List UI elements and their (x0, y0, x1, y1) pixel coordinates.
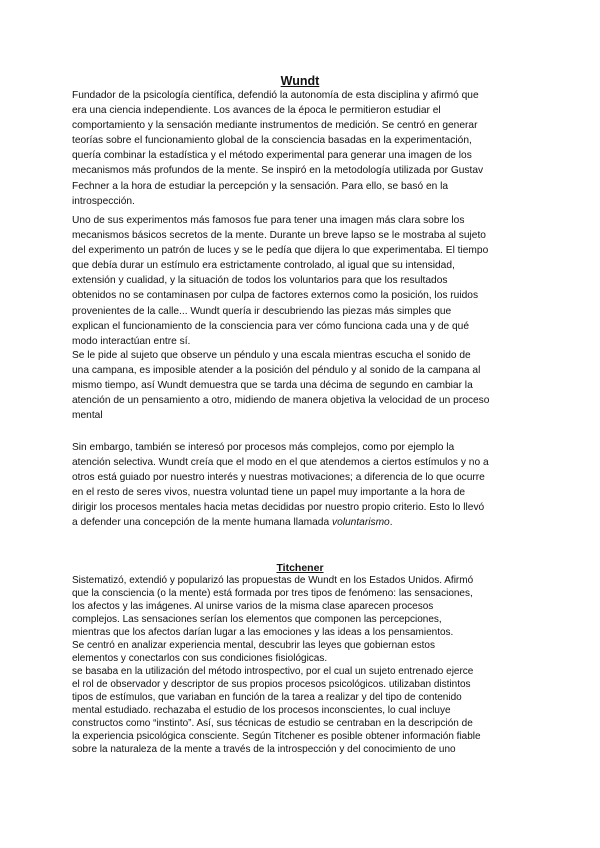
section-title-titchener: Titchener (276, 562, 324, 574)
text-line: quería combinar la estadística y el método experimental para generar una imagen de los (72, 150, 472, 162)
emphasized-term: voluntarismo (331, 517, 390, 529)
text-line: Fundador de la psicología científica, defendió la autonomía de esta disciplina y afirmó que (72, 90, 479, 101)
text-line: los afectos y las imágenes. Al unirse varios de la misma clase aparecen procesos (72, 601, 434, 612)
text-line: introspección. (72, 195, 135, 207)
text-line: mientras que los afectos darían lugar a las emociones y las ideas a los pensamientos. (72, 627, 454, 638)
text-line: mecanismos más profundos de la mente. Se inspiró en la metodología utilizada por Gustav (72, 165, 484, 177)
text-line: elementos y conectarlos con sus condiciones fisiológicas. (72, 653, 328, 664)
text-line: Fechner a la hora de estudiar la percepción y la sensación. Para ello, se basó en la (72, 180, 449, 192)
text-line: dirigir los procesos mentales hacia metas decididas por nuestro propio criterio. Esto lo llevó (72, 502, 485, 514)
text-fragment: a defender una concepción de la mente humana llamada (72, 517, 332, 529)
wundt-paragraph-3 (72, 348, 532, 423)
text-line: Sistematizó, extendió y popularizó las propuestas de Wundt en los Estados Unidos. Afirmó (72, 575, 474, 586)
text-line: sobre la naturaleza de la mente a través de la introspección y del conocimiento de uno (72, 744, 456, 755)
text-line: comportamiento y la sensación mediante instrumentos de medición. Se centró en generar (72, 120, 478, 132)
text-line: el rol de observador y descriptor de sus propios procesos psicológicos. utilizaban distintos (72, 679, 471, 690)
text-line: en el resto de seres vivos, nuestra voluntad tiene un papel muy importante a la hora de (72, 487, 466, 499)
text-line-last (72, 515, 532, 530)
text-line: constructos como “instinto”. Así, sus técnicas de estudio se centraban en la descripción de (72, 718, 473, 729)
text-line: tipos de estímulos, que variaban en función de la tarea a realizar y del tipo de contenido (72, 692, 462, 703)
text-line: complejos. Las sensaciones serían los elementos que componen las percepciones, (72, 614, 442, 625)
text-line: teorías sobre el funcionamiento global de la consciencia basadas en la experimentación, (72, 135, 472, 147)
text-line: la experiencia psicológica consciente. Según Titchener es posible obtener información fiable (72, 731, 481, 742)
wundt-paragraph-2 (72, 213, 532, 349)
text-line: Se le pide al sujeto que observe un péndulo y una escala mientras escucha el sonido de (72, 350, 471, 361)
text-line: Sin embargo, también se interesó por procesos más complejos, como por ejemplo la (72, 442, 455, 453)
text-line: otros está guiado por nuestro interés y nuestras motivaciones; a diferencia de lo que ocurre (72, 472, 485, 484)
text-line: mismo tiempo, así Wundt demuestra que se tarda una décima de segundo en cambiar la (72, 380, 473, 392)
section-title-wundt: Wundt (280, 74, 320, 88)
titchener-paragraph (72, 574, 532, 756)
text-line: Se centró en analizar experiencia mental, descubrir las leyes que gobiernan estos (72, 640, 435, 651)
text-line: que debía durar un estímulo era estrictamente controlado, al igual que su intensidad, (72, 260, 455, 272)
text-line: explican el funcionamiento de la consciencia para ver cómo funciona cada una y de qué (72, 320, 469, 332)
text-line: se basaba en la utilización del método introspectivo, por el cual un sujeto entrenado ejerce (72, 666, 474, 677)
text-line: modo interactúan entre sí. (72, 335, 191, 347)
text-line: una campana, es imposible atender a la posición del péndulo y al sonido de la campana al (72, 365, 481, 377)
text-line: provenientes de la calle... Wundt quería ir descubriendo las piezas más simples que (72, 305, 452, 317)
text-line: obtenidos no se contaminasen por culpa de factores externos como la posición, los ruidos (72, 290, 479, 302)
wundt-paragraph-1 (72, 88, 532, 209)
text-line: mental estudiado. rechazaba el estudio de los procesos inconscientes, lo cual incluye (72, 705, 451, 716)
wundt-paragraph-4 (72, 440, 532, 531)
text-line: atención selectiva. Wundt creía que el modo en el que atendemos a ciertos estímulos y no a (72, 457, 489, 469)
text-line: Uno de sus experimentos más famosos fue para tener una imagen más clara sobre los (72, 215, 465, 226)
text-line: que la consciencia (o la mente) está formada por tres tipos de fenómeno: las sensaciones, (72, 588, 473, 599)
text-line: era una ciencia independiente. Los avances de la época le permitieron estudiar el (72, 105, 441, 117)
text-line: mental (72, 410, 103, 422)
text-line: atención de un pensamiento a otro, midiendo de manera objetiva la velocidad de un proceso (72, 395, 490, 407)
text-line: extensión y cualidad, y la situación de todos los voluntarios para que los resultados (72, 275, 448, 287)
text-line: mecanismos básicos secretos de la mente. Durante un breve lapso se le mostraba al sujeto (72, 230, 486, 242)
text-line: del experimento un patrón de luces y se le pedía que dijera lo que experimentaba. El tiempo (72, 245, 489, 257)
text-fragment: . (389, 517, 393, 529)
